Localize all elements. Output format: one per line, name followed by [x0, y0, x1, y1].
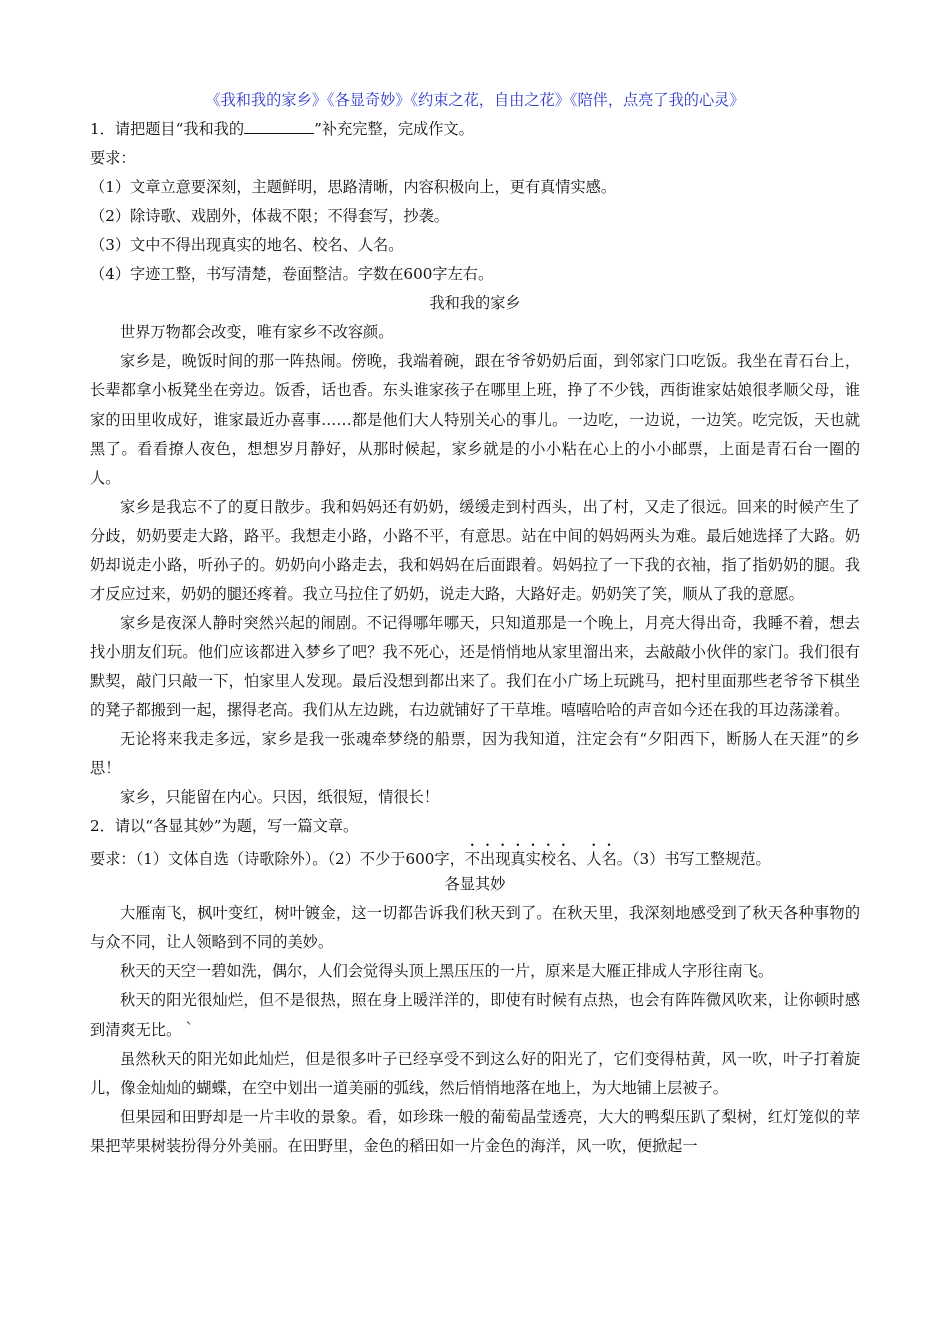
essay2-paragraph: 虽然秋天的阳光如此灿烂，但是很多叶子已经享受不到这么好的阳光了，它们变得枯黄，风一吹，叶子打着旋儿，像金灿灿的蝴蝶，在空中划出一道美丽的弧线，然后悄悄地落在地上，为大地铺上层被子。 — [90, 1049, 860, 1097]
essay1-paragraph: 家乡是夜深人静时突然兴起的闹剧。不记得哪年哪天，只知道那是一个晚上，月亮大得出奇，我睡不着，想去找小朋友们玩。他们应该都进入梦乡了吧？我不死心，还是悄悄地从家里溜出来，去敲敲小伙伴的家门。我们很有默契，敲门只敲一下，怕家里人发现。最后没想到都出来了。我们在小广场上玩跳马，把村里面那些老爷爷下棋坐的凳子都搬到一起，摞得老高。我们从左边跳，右边就铺好了干草堆。嘻嘻哈哈的声音如今还在我的耳边荡漾着。 — [90, 613, 860, 719]
document-title: 《我和我的家乡》《各显奇妙》《约束之花，自由之花》《陪伴，点亮了我的心灵》 — [205, 91, 745, 109]
essay1-paragraph: 家乡是，晚饭时间的那一阵热闹。傍晚，我端着碗，跟在爷爷奶奶后面，到邻家门口吃饭。我坐在青石台上，长辈都拿小板凳坐在旁边。饭香，话也香。东头谁家孩子在哪里上班，挣了不少钱，西街谁家姑娘很孝顺父母，谁家的田里收成好，谁家最近办喜事……都是他们大人特别关心的事儿。一边吃，一边说，一边笑。吃完饭，天也就黑了。看看撩人夜色，想想岁月静好，从那时候起，家乡就是的小小粘在心上的小小邮票，上面是青石台一圈的人。 — [90, 352, 860, 487]
q2-req-end: 。（3）书写工整规范。 — [616, 850, 771, 869]
q1-prompt-start: 1．请把题目“我和我的 — [90, 120, 245, 139]
q1-prompt — [90, 115, 860, 144]
q1-requirement: （4）字迹工整，书写清楚，卷面整洁。字数在600字左右。 — [90, 265, 494, 284]
essay2-paragraph: 大雁南飞，枫叶变红，树叶镀金，这一切都告诉我们秋天到了。在秋天里，我深刻地感受到了秋天各种事物的与众不同，让人领略到不同的美妙。 — [90, 904, 860, 952]
essay2-paragraph: 秋天的天空一碧如洗，偶尔，人们会觉得头顶上黑压压的一片，原来是大雁正排成人字形往南飞。 — [120, 962, 774, 981]
essay1-title: 我和我的家乡 — [429, 294, 521, 313]
essay2-paragraph: 秋天的阳光很灿烂，但不是很热，照在身上暖洋洋的，即使有时候有点热，也会有阵阵微风吹来，让你顿时感到清爽无比。｀ — [90, 991, 860, 1039]
q2-req-emphasis: 不出现真实校名、人名 — [464, 850, 617, 869]
essay1-paragraph: 世界万物都会改变，唯有家乡不改容颜。 — [120, 323, 394, 342]
q2-prompt: 2．请以“各显其妙”为题，写一篇文章。 — [90, 817, 359, 836]
document-page — [90, 86, 860, 1161]
essay1-paragraph: 无论将来我走多远，家乡是我一张魂牵梦绕的船票，因为我知道，注定会有“夕阳西下，断肠人在天涯”的乡思！ — [90, 730, 860, 778]
essay2-paragraph: 但果园和田野却是一片丰收的景象。看，如珍珠一般的葡萄晶莹透亮，大大的鸭梨压趴了梨树，红灯笼似的苹果把苹果树装扮得分外美丽。在田野里，金色的稻田如一片金色的海洋，风一吹，便掀起一 — [90, 1107, 860, 1155]
q1-requirement: （1）文章立意要深刻，主题鲜明，思路清晰，内容积极向上，更有真情实感。 — [90, 178, 617, 197]
q1-requirement: （3）文中不得出现真实的地名、校名、人名。 — [90, 236, 404, 255]
essay1-paragraph: 家乡，只能留在内心。只因，纸很短，情很长！ — [120, 788, 439, 807]
q1-requirement: （2）除诗歌、戏剧外，体裁不限；不得套写，抄袭。 — [90, 207, 449, 226]
q2-requirements — [90, 841, 860, 870]
fill-in-blank — [244, 119, 314, 134]
q1-prompt-end: ”补充完整，完成作文。 — [314, 120, 474, 139]
essay2-title: 各显其妙 — [444, 875, 506, 894]
q1-requirements-label: 要求： — [90, 149, 136, 168]
q2-req-start: 要求：（1）文体自选（诗歌除外）。（2）不少于600字， — [90, 850, 465, 869]
essay1-paragraph: 家乡是我忘不了的夏日散步。我和妈妈还有奶奶，缓缓走到村西头，出了村，又走了很远。回来的时候产生了分歧，奶奶要走大路，路平。我想走小路，小路不平，有意思。站在中间的妈妈两头为难。最后她选择了大路。奶奶却说走小路，听孙子的。奶奶向小路走去，我和妈妈在后面跟着。妈妈拉了一下我的衣袖，指了指奶奶的腿。我才反应过来，奶奶的腿还疼着。我立马拉住了奶奶，说走大路，大路好走。奶奶笑了笑，顺从了我的意愿。 — [90, 497, 860, 603]
